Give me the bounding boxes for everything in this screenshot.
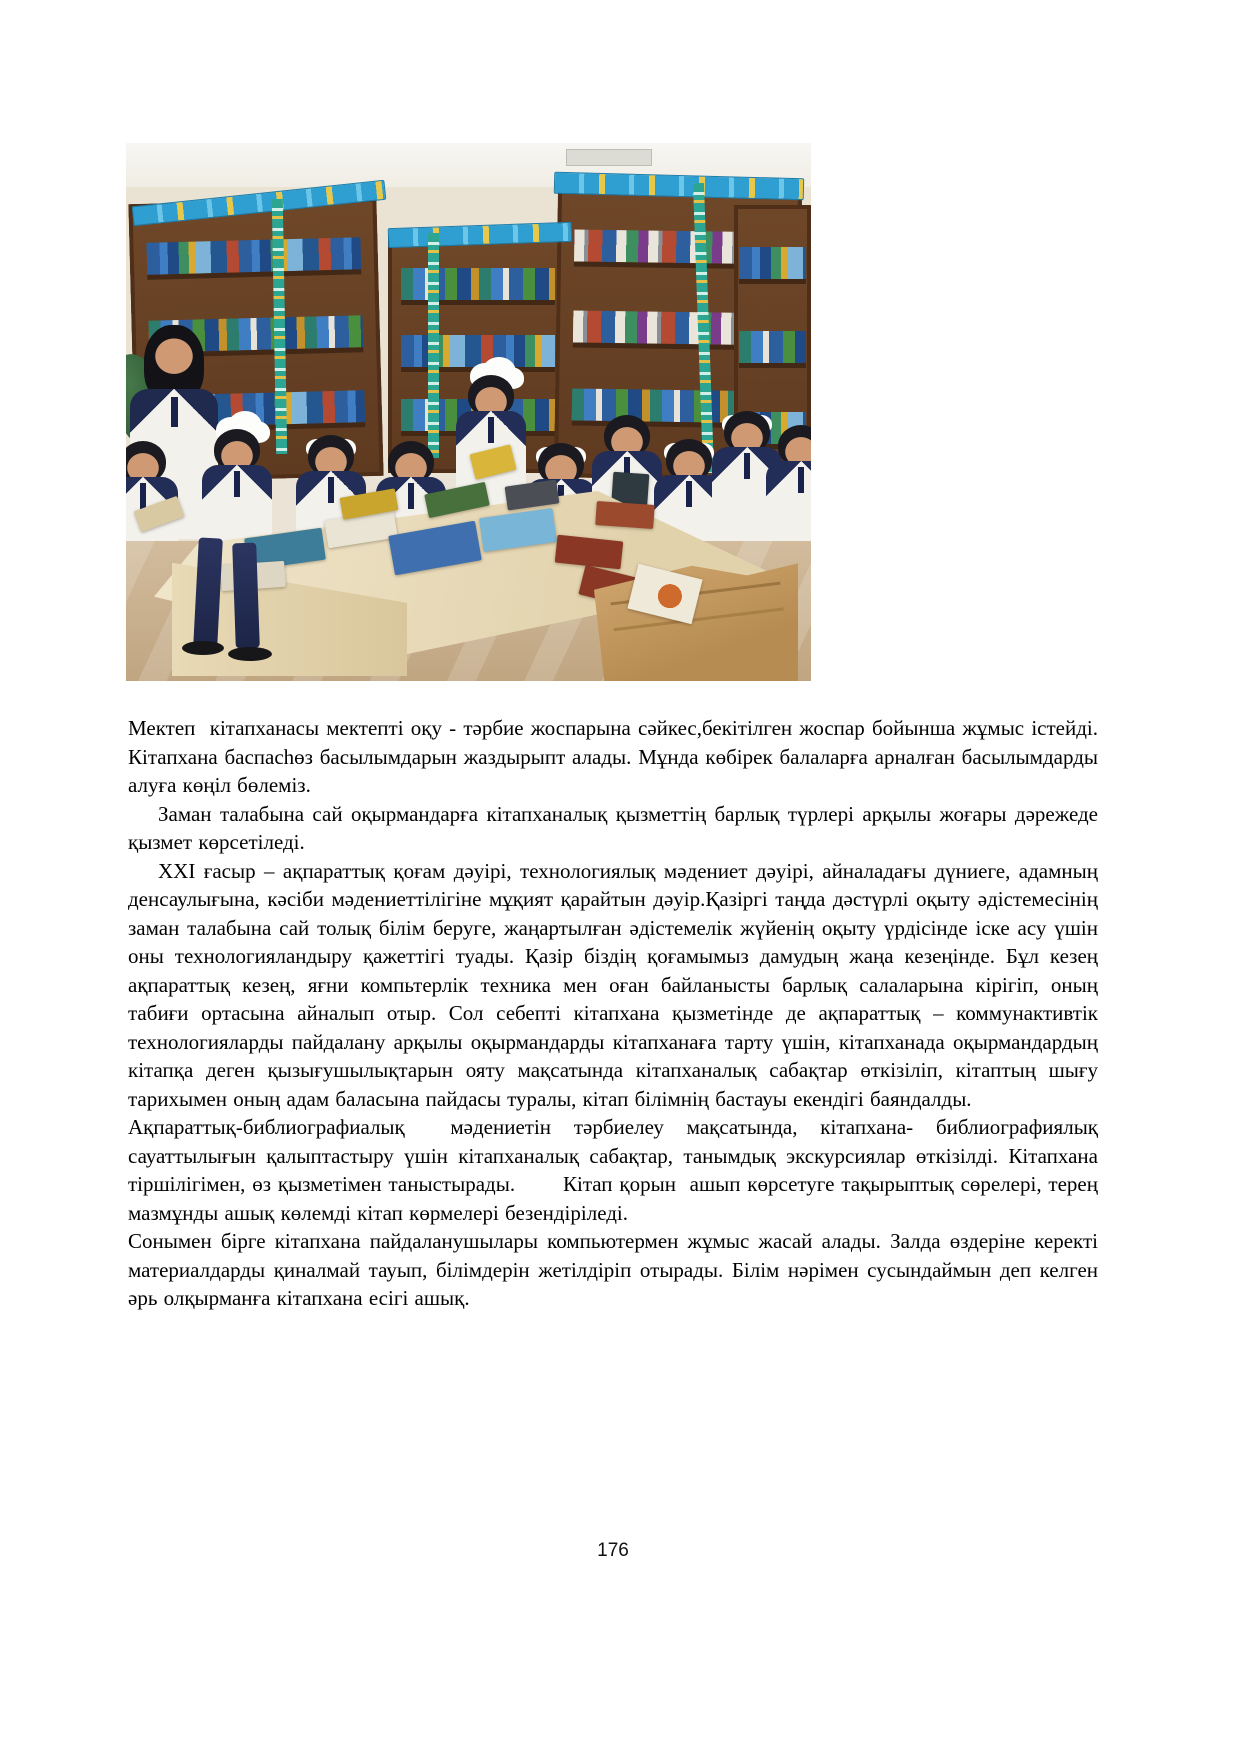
student-leg bbox=[232, 543, 260, 649]
page-number: 176 bbox=[597, 1540, 629, 1561]
student-shoe bbox=[228, 647, 272, 661]
paragraph-4: Ақпараттық-библиографиалық мәдениетін тәрбиелеу мақсатында, кітапхана- библиографиялық сауаттылығын қалыптастыру үшін кітапханалық сабақтар, танымдық экскурсиялар өткізілді. Кітапхана тіршілігімен, өз қызметімен таныстырады. Кітап қорын ашып көрсетуге тақырыптық сөрелері, терең мазмұнды ашық көлемді кітап көрмелері безендіріледі. bbox=[128, 1115, 1098, 1225]
bookshelf-row bbox=[147, 237, 361, 280]
library-photo bbox=[126, 143, 811, 681]
bookshelf-row bbox=[739, 247, 805, 284]
bookshelf-row bbox=[401, 335, 556, 372]
bookshelf-row bbox=[401, 268, 556, 305]
student-figure bbox=[724, 411, 770, 561]
document-body bbox=[128, 714, 1098, 1313]
ceiling-light bbox=[566, 149, 652, 166]
paragraph-2: Заман талабына сай оқырмандарға кітапханалық қызметтің барлық түрлері арқылы жоғары дәрежеде қызмет көрсетіледі. bbox=[128, 801, 1098, 854]
paragraph-5: Сонымен бірге кітапхана пайдаланушылары компьютермен жұмыс жасай алады. Залда өздеріне керекті материалдарды қиналмай тауып, білімдерін жетілдіріп отырады. Білім нәрімен сусындаймын деп келген әрь олқырманға кітапхана есігі ашық. bbox=[128, 1229, 1098, 1310]
paragraph-1: Мектеп кітапханасы мектепті оқу - тәрбие жоспарына сәйкес,бекітілген жоспар бойынша жұмыс істейді. Кітапхана баспасһөз басылымдарын жаздырыпт алады. Мұнда көбірек балаларға арналған басылымдарды алуға көңіл бөлеміз. bbox=[128, 716, 1098, 797]
bookshelf-row bbox=[739, 331, 805, 368]
paragraph-3: XXI ғасыр – ақпараттық қоғам дәуірі, технологиялық мәдениет дәуірі, айналадағы дүниеге, адамның денсаулығына, кәсіби мәдениеттілігіне мұқият қарайтын дәуір.Қазіргі таңда дәстүрлі оқыту әдістемесінің заман талабына сай толық білім беруге, жаңартылған әдістемелік жүйенің оқыту үрдісінде іске асу үшін оны технологияландыру қажеттігі туады. Қазір біздің қоғамымыз дамудың жаңа кезеңінде. Бұл кезең ақпараттық кезең, яғни компьтерлік техника мен оған байланысты барлық салаларына кірігіп, оның табиғи ортасына айналып отыр. Сол себепті кітапхана қызметінде де ақпараттық – коммунактивтік технологияларды пайдалану арқылы оқырмандарды кітапханаға тарту үшін, кітапханада оқырмандардың кітапқа деген қызығушылықтарын ояту мақсатында кітапханалық сабақтар өткізіліп, кітаптың шығу тарихымен оның адам баласына пайдасы туралы, кітап білімнің бастауы екендігі баяндалды. bbox=[128, 858, 1098, 1111]
table-book bbox=[595, 501, 655, 529]
ornament-strip bbox=[428, 233, 439, 458]
student-shoe bbox=[182, 641, 224, 655]
